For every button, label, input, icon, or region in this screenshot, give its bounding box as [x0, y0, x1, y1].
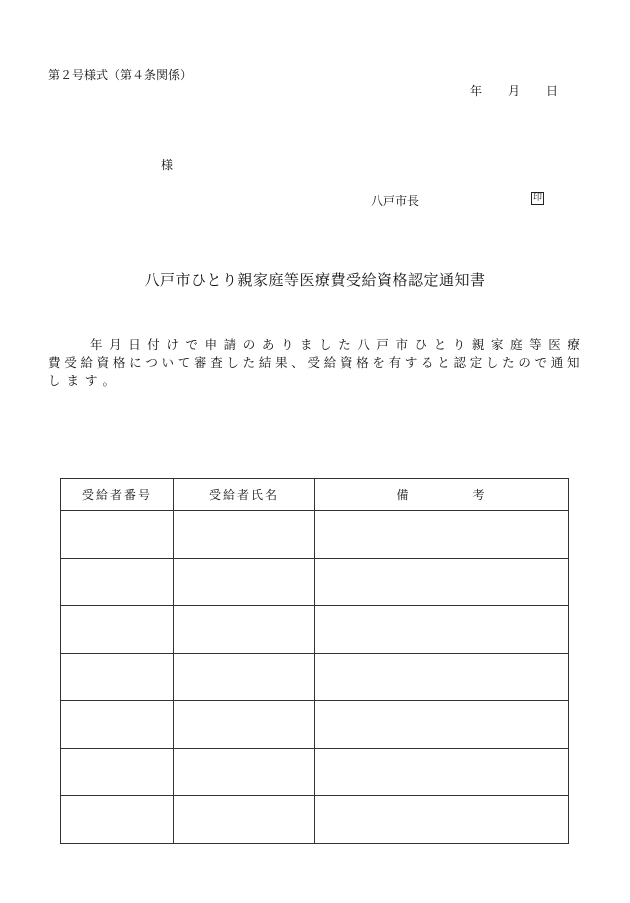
body-char: 資: [339, 355, 353, 370]
remarks-cell: [315, 558, 569, 606]
remarks-cell: [315, 511, 569, 559]
body-char: 認: [453, 355, 466, 370]
seal-mark: 印: [532, 193, 542, 203]
body-char: 果: [275, 355, 288, 370]
body-char: 日: [128, 337, 141, 352]
body-char: 申: [204, 337, 218, 352]
column-header-recipient-number: 受給者番号: [61, 479, 174, 511]
body-char: 格: [112, 355, 126, 370]
body-char: し: [485, 355, 499, 370]
recipient-number-cell: [61, 653, 174, 701]
recipient-number-cell: [61, 606, 174, 654]
recipient-table: [60, 478, 569, 844]
body-char: の: [518, 355, 531, 370]
body-char: を: [372, 355, 385, 370]
body-char: た: [242, 355, 256, 370]
body-char: り: [280, 337, 294, 352]
notice-body-line-2: [48, 354, 580, 372]
date-month-label: 月: [508, 84, 521, 98]
body-char: け: [166, 337, 179, 352]
remarks-label-1: 備: [396, 488, 411, 502]
body-char: ま: [300, 337, 313, 352]
remarks-label-2: 考: [472, 488, 487, 502]
table-row: [61, 558, 569, 606]
table-row: [61, 653, 569, 701]
recipient-name-cell: [174, 701, 315, 749]
body-char: の: [242, 337, 256, 352]
remarks-cell: [315, 796, 569, 844]
recipient-name-cell: [174, 796, 315, 844]
recipient-number-cell: [61, 748, 174, 796]
body-char: と: [433, 337, 447, 352]
document-title: 八戸市ひとり親家庭等医療費受給資格認定通知書: [144, 271, 486, 289]
recipient-number-cell: [61, 796, 174, 844]
notice-body-line-3: します。: [48, 373, 122, 388]
body-char: 格: [356, 355, 369, 370]
table-row: [61, 511, 569, 559]
body-char: に: [129, 355, 142, 370]
column-header-recipient-name: 受給者氏名: [174, 479, 315, 511]
body-char: す: [404, 355, 418, 370]
body-char: つ: [145, 355, 158, 370]
body-char: 年: [90, 337, 103, 352]
body-char: で: [534, 355, 548, 370]
body-char: 結: [258, 355, 272, 370]
recipient-name-cell: [174, 653, 315, 701]
remarks-cell: [315, 606, 569, 654]
recipient-number-cell: [61, 558, 174, 606]
body-char: 、: [291, 355, 304, 370]
recipient-name-cell: [174, 558, 315, 606]
table-row: [61, 606, 569, 654]
body-char: 定: [469, 355, 483, 370]
body-char: 査: [210, 355, 223, 370]
recipient-name-cell: [174, 606, 315, 654]
body-char: 医: [548, 337, 561, 352]
body-char: 給: [323, 355, 337, 370]
recipient-name-cell: [174, 511, 315, 559]
body-char: 費: [48, 355, 61, 370]
body-char: 有: [388, 355, 402, 370]
body-char: 請: [223, 337, 237, 352]
date-year-label: 年: [470, 84, 483, 98]
table-row: [61, 701, 569, 749]
recipient-number-cell: [61, 701, 174, 749]
table-header-row: [61, 479, 569, 511]
body-char: あ: [261, 337, 275, 352]
table-row: [61, 796, 569, 844]
recipient-name-cell: [174, 748, 315, 796]
body-char: て: [177, 355, 191, 370]
body-char: 家: [490, 337, 504, 352]
body-char: 付: [147, 337, 160, 352]
notice-body-line-1: [48, 336, 580, 354]
body-char: 審: [193, 355, 207, 370]
body-char: た: [502, 355, 515, 370]
date-line: [470, 82, 558, 99]
body-char: 等: [529, 337, 542, 352]
recipient-number-cell: [61, 511, 174, 559]
body-char: 受: [307, 355, 321, 370]
issuer-title: 八戸市長: [371, 194, 420, 208]
body-char: 資: [96, 355, 110, 370]
body-char: で: [185, 337, 198, 352]
body-char: 月: [109, 337, 122, 352]
body-char: ひ: [414, 337, 428, 352]
body-char: し: [226, 355, 239, 370]
remarks-cell: [315, 748, 569, 796]
body-char: と: [437, 355, 450, 370]
body-char: 知: [567, 355, 580, 370]
body-char: た: [338, 337, 351, 352]
body-char: 受: [64, 355, 77, 370]
notice-body: [48, 336, 580, 390]
body-char: る: [421, 355, 434, 370]
body-char: 親: [471, 337, 485, 352]
remarks-cell: [315, 653, 569, 701]
body-char: 庭: [510, 337, 523, 352]
remarks-cell: [315, 701, 569, 749]
body-char: 市: [395, 337, 409, 352]
body-char: 通: [550, 355, 564, 370]
body-char: 八: [357, 337, 370, 352]
table-row: [61, 748, 569, 796]
body-char: し: [319, 337, 332, 352]
body-char: 戸: [376, 337, 389, 352]
form-number: 第２号様式（第４条関係）: [48, 68, 193, 82]
date-day-label: 日: [546, 84, 559, 98]
body-char: 療: [567, 337, 580, 352]
column-header-remarks: [315, 479, 569, 511]
addressee-honorific: 様: [161, 158, 174, 172]
body-char: い: [161, 355, 175, 370]
body-char: り: [452, 337, 466, 352]
body-char: 給: [80, 355, 93, 370]
